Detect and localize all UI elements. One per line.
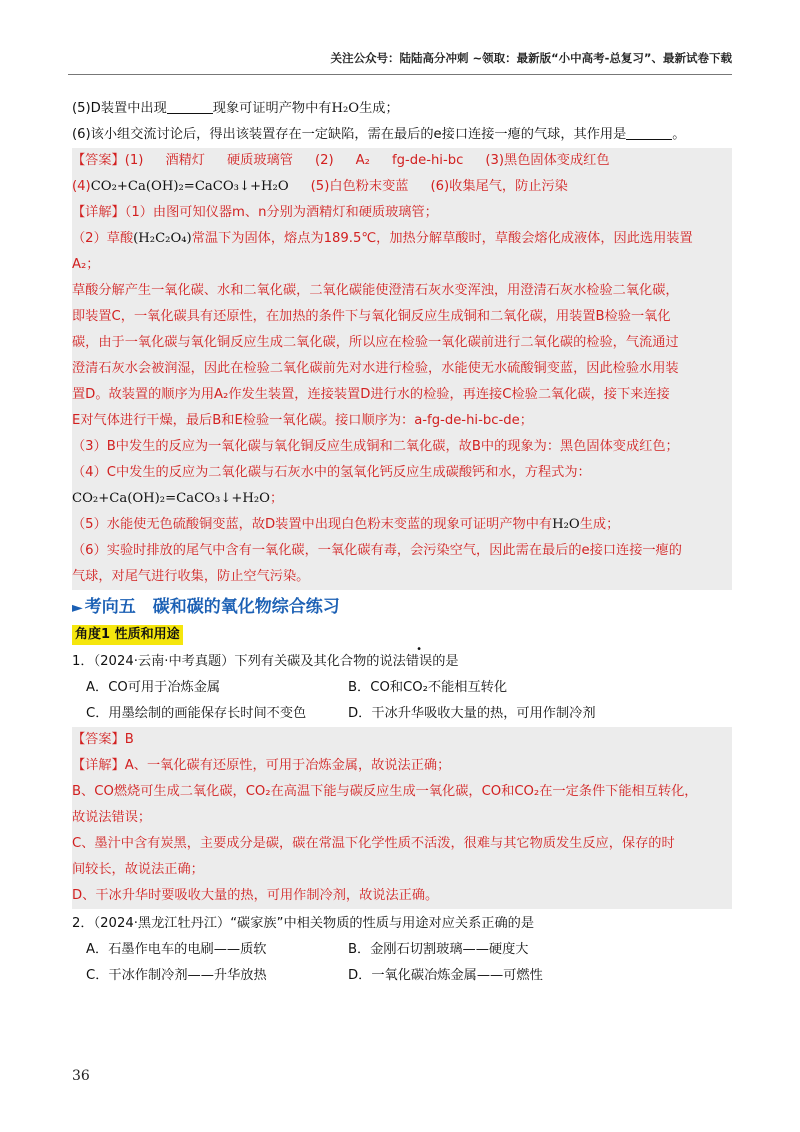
detail-line-1 bbox=[72, 200, 732, 226]
detail-p3-line: 澄清石灰水会被润湿，因此在检验二氧化碳前先对水进行检验，水能使无水硫酸铜变蓝，因此检验水用装 bbox=[72, 361, 679, 376]
detail-p3-line: 碳，由于一氧化碳与氧化铜反应生成二氧化碳，所以应在检验一氧化碳前进行二氧化碳的检验，气流通过 bbox=[72, 335, 679, 350]
q1-detail-a bbox=[72, 753, 732, 779]
detail-p3-line: 置D。故装置的顺序为用A₂作发生装置，连接装置D进行水的检验，再连接C检验二氧化碳，接下来连接 bbox=[72, 387, 670, 402]
detail-p6 bbox=[72, 512, 732, 538]
q1-options-row-2 bbox=[72, 701, 732, 727]
answer-5: (5)白色粉末变蓝 bbox=[310, 179, 409, 194]
q5-end: 生成； bbox=[359, 101, 399, 116]
q1-options-row-1 bbox=[72, 675, 732, 701]
q1-detail-c-line: C、墨汁中含有炭黑，主要成分是碳，碳在常温下化学性质不活泼，很难与其它物质发生反应，保存的时 bbox=[72, 836, 675, 851]
answer-line-2 bbox=[72, 174, 732, 200]
detail-p2-formula: (H₂C₂O₄) bbox=[133, 231, 192, 246]
detail-p5-end: ； bbox=[269, 491, 284, 506]
q1-answer-line bbox=[72, 727, 732, 753]
q1-option-b[interactable]: B．CO和CO₂不能相互转化 bbox=[348, 680, 508, 695]
header-divider bbox=[68, 74, 732, 75]
q5-prefix: (5)D装置中出现 bbox=[72, 101, 167, 116]
answer-4-equation: CO₂+Ca(OH)₂=CaCO₃↓+H₂O bbox=[90, 179, 289, 194]
detail-p6-formula: H₂O bbox=[552, 517, 580, 532]
q1-detail-b-line: 故说法错误； bbox=[72, 810, 152, 825]
q1-detail-b-line: B、CO燃烧可生成二氧化碳，CO₂在高温下能与碳反应生成一氧化碳，CO和CO₂在一定条件下能相互转化， bbox=[72, 784, 698, 799]
q2-option-c[interactable]: C．干冰作制冷剂——升华放热 bbox=[86, 968, 267, 983]
angle-tag: 角度1 性质和用途 bbox=[72, 625, 183, 645]
q5-suffix: 现象可证明产物中有 bbox=[212, 101, 332, 116]
q1-detail-label: 【详解】 bbox=[72, 758, 125, 773]
detail-p6-a: （5）水能使无色硫酸铜变蓝，故D装置中出现白色粉末变蓝的现象可证明产物中有 bbox=[72, 517, 553, 532]
detail-p5: （4）C中发生的反应为二氧化碳与石灰水中的氢氧化钙反应生成碳酸钙和水，方程式为： bbox=[72, 465, 591, 480]
detail-p3-line: 草酸分解产生一氧化碳、水和二氧化碳，二氧化碳能使澄清石灰水变浑浊，用澄清石灰水检验二氧化碳， bbox=[72, 283, 679, 298]
q2-option-a[interactable]: A．石墨作电车的电刷——质软 bbox=[86, 942, 267, 957]
answer-2-num: (2) bbox=[314, 153, 334, 168]
question-1-stem bbox=[72, 649, 732, 675]
q2-options-row-2 bbox=[72, 963, 732, 989]
detail-p3-line: 即装置C，一氧化碳具有还原性，在加热的条件下与氧化铜反应生成铜和二氧化碳，用装置B检验一氧化 bbox=[72, 309, 671, 324]
detail-p4: （3）B中发生的反应为一氧化碳与氧化铜反应生成铜和二氧化碳，故B中的现象为：黑色固体变成红色； bbox=[72, 439, 679, 454]
q5-formula: H₂O bbox=[331, 101, 360, 116]
detail-p1: （1）由图可知仪器m、n分别为酒精灯和硬质玻璃管； bbox=[124, 205, 438, 220]
detail-p5-equation: CO₂+Ca(OH)₂=CaCO₃↓+H₂O bbox=[72, 491, 270, 506]
q2-options-row-1 bbox=[72, 937, 732, 963]
q5-blank bbox=[167, 99, 213, 114]
question-5 bbox=[72, 96, 732, 122]
q6-text: (6)该小组交流讨论后，得出该装置存在一定缺陷，需在最后的e接口连接一瘪的气球，其作用是 bbox=[72, 127, 627, 142]
q1-answer-value: B bbox=[124, 732, 134, 747]
triangle-icon: ► bbox=[72, 600, 83, 616]
q1-option-d[interactable]: D．干冰升华吸收大量的热，可用作制冷剂 bbox=[348, 706, 596, 721]
page-header: 关注公众号：陆陆高分冲刺 ~领取：最新版“小中高考-总复习”、最新试卷下载 bbox=[330, 51, 732, 65]
detail-p3-line: E对气体进行干燥，最后B和E检验一氧化碳。接口顺序为：a-fg-de-hi-bc-de； bbox=[72, 413, 533, 428]
page-content bbox=[72, 96, 732, 989]
detail-p2-b: 常温下为固体，熔点为189.5℃，加热分解草酸时，草酸会熔化成液体，因此选用装置 bbox=[191, 231, 693, 246]
q1-option-a[interactable]: A．CO可用于冶炼金属 bbox=[86, 680, 221, 695]
question-2-stem: 2．（2024·黑龙江牡丹江）“碳家族”中相关物质的性质与用途对应关系正确的是 bbox=[72, 916, 535, 931]
detail-label: 【详解】 bbox=[72, 205, 125, 220]
q2-option-d[interactable]: D．一氧化碳冶炼金属——可燃性 bbox=[348, 968, 543, 983]
answer-label: 【答案】 bbox=[72, 153, 125, 168]
q1-stem-b: 的是 bbox=[432, 654, 459, 669]
q1-detail-c-line: 间较长，故说法正确； bbox=[72, 862, 204, 877]
detail-p6-end: 生成； bbox=[579, 517, 620, 532]
question-6 bbox=[72, 122, 732, 148]
q2-option-b[interactable]: B．金刚石切割玻璃——硬度大 bbox=[348, 942, 529, 957]
q1-detail-a-text: A、一氧化碳有还原性，可用于冶炼金属，故说法正确； bbox=[124, 758, 451, 773]
answer-2-x: A₂ bbox=[355, 153, 370, 168]
detail-p7-line: （6）实验时排放的尾气中含有一氧化碳，一氧化碳有毒，会污染空气，因此需在最后的e接口连接一瘪的 bbox=[72, 543, 682, 558]
answer-line-1 bbox=[72, 148, 732, 174]
answer-1-y: 硬质玻璃管 bbox=[227, 153, 293, 168]
answer-section bbox=[72, 148, 732, 590]
q1-answer-label: 【答案】 bbox=[72, 732, 125, 747]
q1-stem-a: 1．（2024·云南·中考真题）下列有关碳及其化合物的说法 bbox=[72, 654, 406, 669]
q1-stem-emphasis: 错误 bbox=[405, 654, 433, 669]
section-title bbox=[72, 592, 732, 623]
q6-end: 。 bbox=[672, 127, 686, 142]
answer-3: (3)黑色固体变成红色 bbox=[485, 153, 610, 168]
detail-line-2 bbox=[72, 226, 732, 252]
q1-detail-d: D、干冰升华时要吸收大量的热，可用作制冷剂，故说法正确。 bbox=[72, 888, 439, 903]
answer-1-num: (1) bbox=[124, 153, 144, 168]
detail-p5-equation-line bbox=[72, 486, 732, 512]
detail-p2-a: （2）草酸 bbox=[72, 231, 134, 246]
answer-2-y: fg-de-hi-bc bbox=[391, 153, 464, 168]
answer-4-num: (4) bbox=[72, 179, 91, 194]
q1-option-c[interactable]: C．用墨绘制的画能保存长时间不变色 bbox=[86, 706, 307, 721]
detail-line-3: A₂； bbox=[72, 257, 100, 272]
detail-p7-line: 气球，对尾气进行收集，防止空气污染。 bbox=[72, 569, 310, 584]
answer-1-x: 酒精灯 bbox=[165, 153, 205, 168]
page-number: 36 bbox=[72, 1068, 90, 1084]
answer-6: (6)收集尾气，防止污染 bbox=[430, 179, 568, 194]
q6-blank bbox=[626, 125, 672, 140]
section-title-text: 考向五 碳和碳的氧化物综合练习 bbox=[84, 597, 340, 617]
q1-answer-section bbox=[72, 727, 732, 909]
